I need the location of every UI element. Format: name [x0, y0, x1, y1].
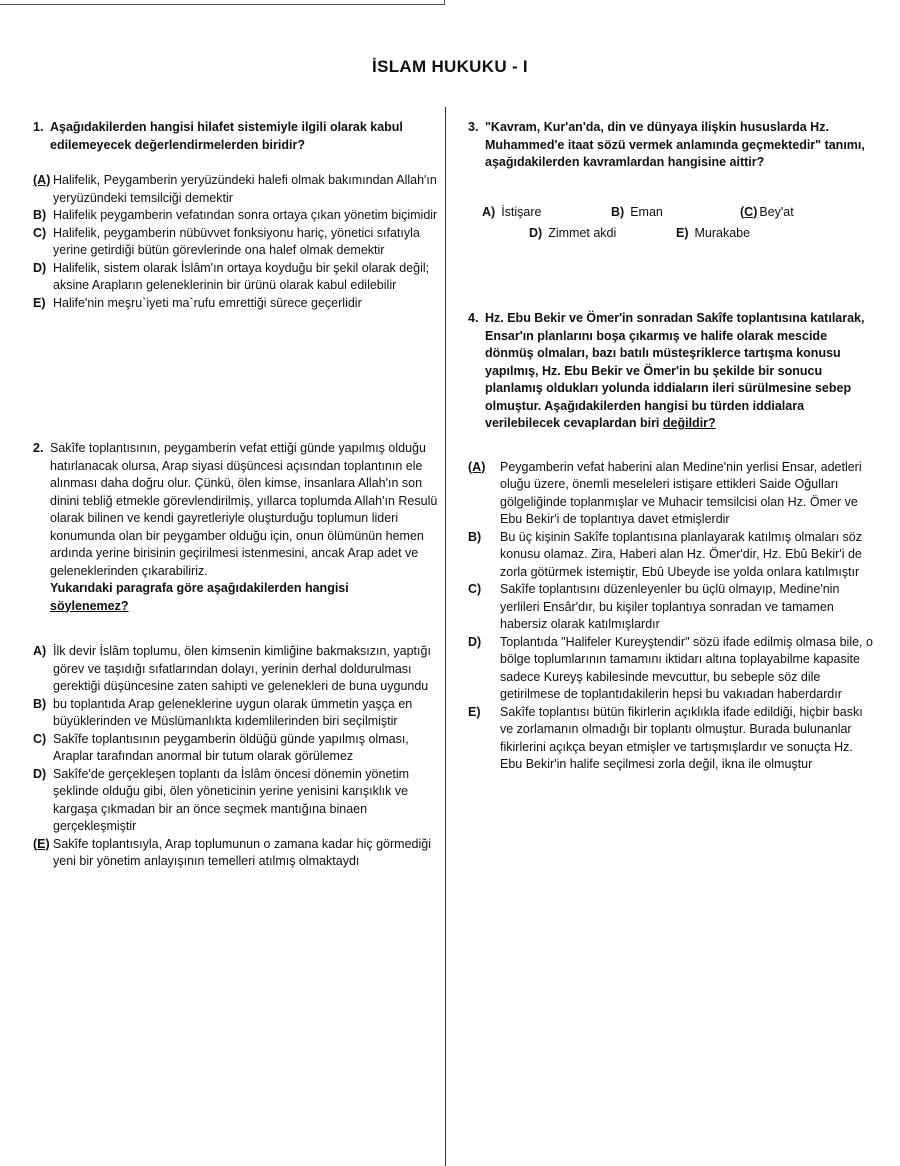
option-b[interactable]	[611, 204, 663, 222]
option-text: Eman	[630, 204, 663, 219]
page-title: İSLAM HUKUKU - I	[372, 57, 528, 76]
question-2	[33, 440, 438, 871]
question-number: 4.	[468, 311, 479, 325]
option-d[interactable]	[529, 225, 616, 243]
option-text: bu toplantıda Arap geleneklerine uygun olarak ümmetin yaşça en büyüklerinden ve Müslümanlıkta kıdemlilerinden biri seçilmiştir	[53, 696, 413, 728]
option-label: (A)	[468, 459, 486, 474]
question-number: 2.	[33, 441, 44, 455]
option-a[interactable]	[482, 204, 542, 222]
option-text: Halifelik, peygamberin nübüvvet fonksiyonu hariç, yönetici sıfatıyla yerine getirdiği bütün görevlerinde ona halef olmak demektir	[53, 225, 420, 257]
option-c[interactable]	[33, 731, 438, 766]
option-text: Sakîfe toplantısı bütün fikirlerin açıklıkla ifade edildiği, hiçbir baskı ve zorlamanın olmadığı bir toplantı olmuştur. Burada bulunanlar fikirlerini açıkça beyan etmişler ve tartışmışlardır ve sonuçta Hz. Ebu Bekir'in halife seçilmesi zorla değil, ikna ile olmuştur	[500, 704, 863, 771]
question-stem: "Kavram, Kur'an'da, din ve dünyaya ilişkin hususlarda Hz. Muhammed'e itaat sözü vermek anlamında geçmektedir" tanımı, aşağıdakilerden kavramlardan hangisine aittir?	[485, 120, 865, 169]
option-text: İstişare	[501, 204, 542, 219]
column-divider	[445, 107, 446, 1166]
option-grid	[468, 204, 876, 244]
option-text: Sakîfe toplantısıyla, Arap toplumunun o zamana kadar hiç görmediği yeni bir yönetim anlayışının temelleri atılmış olmaktaydı	[53, 836, 431, 868]
question-1	[33, 119, 438, 312]
option-label: B)	[33, 696, 47, 711]
option-label: A)	[482, 204, 496, 219]
option-text: Peygamberin vefat haberini alan Medine'nin yerlisi Ensar, adetleri oluğu üzere, önemli meseleleri istişare ettikleri Saide Oğulları gölgeliğinde toplanmışlar ve Muhacir temsilcisi olan Hz. Ömer ve Ebu Bekir'i de toplantıya davet etmişlerdir	[500, 459, 862, 526]
option-text: Toplantıda "Halifeler Kureyştendir" sözü ifade edilmiş olmasa bile, o bölge toplumlarının tamamını iktidarı altına toplayabilme kapasite sadece Kureyş kabilesinde mevcuttur, bu sebeple söz dile getirilmese de toplantıdakilerin hepsi bu vakıadan haberdardır	[500, 634, 873, 701]
option-e[interactable]	[468, 704, 876, 774]
option-text: Halife'nin meşru`iyeti ma`rufu emrettiği sürece geçerlidir	[53, 295, 362, 310]
option-e[interactable]	[33, 295, 438, 313]
option-e[interactable]	[676, 225, 750, 243]
option-text: Bey'at	[759, 204, 794, 219]
question-number: 1.	[33, 120, 44, 134]
option-text: Halifelik, Peygamberin yeryüzündeki halefi olmak bakımından Allah'ın yeryüzündeki temsilciği demektir	[53, 173, 437, 205]
question-4	[468, 310, 876, 774]
option-label: D)	[33, 766, 47, 781]
option-a[interactable]	[33, 172, 438, 207]
option-text: Sakîfe'de gerçekleşen toplantı da İslâm öncesi dönemin yönetim şeklinde olduğu gibi, ölen yöneticinin yerine yenisini karışıklık ve kargaşa çıkmadan bir an önce seçmek mantığına binaen gerçekleşmiştir	[53, 766, 410, 833]
option-label: E)	[33, 295, 46, 310]
question-stem: Hz. Ebu Bekir ve Ömer'in sonradan Sakîfe toplantısına katılarak, Ensar'ın planlarını boşa çıkarmış ve halife olarak mescide dönmüş olmaları, bazı batılı müsteşriklerce tartışma konusu yapılmış, Hz. Ebu Bekir ve Ömer'in bu şekilde bir sonucu planlamış oldukları yolunda iddiaların ileri sürülmesine sebep olmuştur. Aşağıdakilerden hangisi bu türden iddialara verilebilecek cevaplardan biri	[485, 311, 865, 430]
option-text: Sakîfe toplantısının peygamberin öldüğü günde yapılmış olması, Araplar tarafından anormal bir tutum olarak görülemez	[53, 731, 409, 763]
option-c[interactable]	[740, 204, 794, 222]
option-label: B)	[468, 529, 482, 544]
header-rule-box	[0, 0, 445, 5]
option-label: C)	[33, 731, 47, 746]
option-label: B)	[33, 208, 47, 222]
question-paragraph: Sakîfe toplantısının, peygamberin vefat ettiği günde yapılmış olduğu hatırlanacak olursa, Arap siyasi düşüncesi açısından toplantının ele alınması daha doğru olur. Çünkü, ölen kimse, insanlara Allah'ın son dinini tebliğ etmekle görevlendirilmiş, yıllarca toplumda Allah'ın Resulü olarak bilinen ve kendi gayretleriyle oluşturduğu toplumun lideri konumunda olan bir peygamber olduğu için, onun ölümünün hemen ardında yerine birisinin geçirilmesi istenmesini, ancak Arap adet ve geleneklerinden çıkarabiliriz.	[50, 441, 438, 578]
option-label: D)	[468, 634, 482, 649]
option-label: (C)	[740, 204, 758, 219]
option-label: B)	[611, 204, 625, 219]
option-text: İlk devir İslâm toplumu, ölen kimsenin kimliğine bakmaksızın, yaptığı görev ve taşıdığı sıfatlarından dolayı, yerinin derhal doldurulması gerektiği düşüncesine zaten sahipti ve gelenekleri de buna uygundu	[53, 644, 431, 693]
option-d[interactable]	[33, 766, 438, 836]
option-c[interactable]	[468, 581, 876, 634]
option-label: D)	[33, 260, 47, 275]
option-text: Halifelik peygamberin vefatından sonra ortaya çıkan yönetim biçimidir	[53, 208, 438, 222]
option-label: D)	[529, 225, 543, 240]
option-b[interactable]	[33, 207, 438, 225]
option-text: Zimmet akdi	[548, 225, 617, 240]
option-label: E)	[676, 225, 689, 240]
option-label: (A)	[33, 173, 51, 187]
option-text: Sakîfe toplantısını düzenleyenler bu üçlü olmayıp, Medine'nin yerlileri Ensâr'dır, bu kişiler toplantıya sonradan ve tamamen habersiz olarak katılmışlardır	[500, 582, 840, 631]
option-a[interactable]	[33, 643, 438, 696]
question-prompt: Yukarıdaki paragrafa göre aşağıdakilerden hangisi	[50, 581, 349, 595]
option-text: Bu üç kişinin Sakîfe toplantısına planlayarak katılmış olmaları söz konusu olamaz. Zira, Haberi alan Hz. Ömer'dir, Hz. Ebû Bekir'i de zorla götürmek istemiştir, Ebû Ubeyde ise yolda onlara katılmıştır	[500, 529, 862, 579]
option-d[interactable]	[468, 634, 876, 704]
option-b[interactable]	[33, 696, 438, 731]
option-text: Murakabe	[694, 225, 751, 240]
option-d[interactable]	[33, 260, 438, 295]
question-number: 3.	[468, 120, 479, 134]
option-label: E)	[468, 704, 481, 719]
question-prompt-emphasis: söylenemez?	[50, 598, 129, 613]
option-text: Halifelik, sistem olarak İslâm'ın ortaya koyduğu bir şekil olarak değil; aksine Arapların geleneklerinin bir ürünü olarak kabul edilebilir	[53, 260, 430, 292]
option-label: A)	[33, 644, 47, 658]
option-a[interactable]	[468, 459, 876, 529]
question-3	[468, 119, 876, 244]
option-label: C)	[33, 225, 47, 240]
question-stem: Aşağıdakilerden hangisi hilafet sistemiyle ilgili olarak kabul edilemeyecek değerlendirmelerden biridir?	[50, 120, 403, 152]
option-b[interactable]	[468, 529, 876, 582]
option-label: (E)	[33, 836, 50, 851]
question-stem-emphasis: değildir?	[662, 416, 716, 430]
option-e[interactable]	[33, 836, 438, 871]
option-c[interactable]	[33, 225, 438, 260]
option-label: C)	[468, 582, 482, 596]
